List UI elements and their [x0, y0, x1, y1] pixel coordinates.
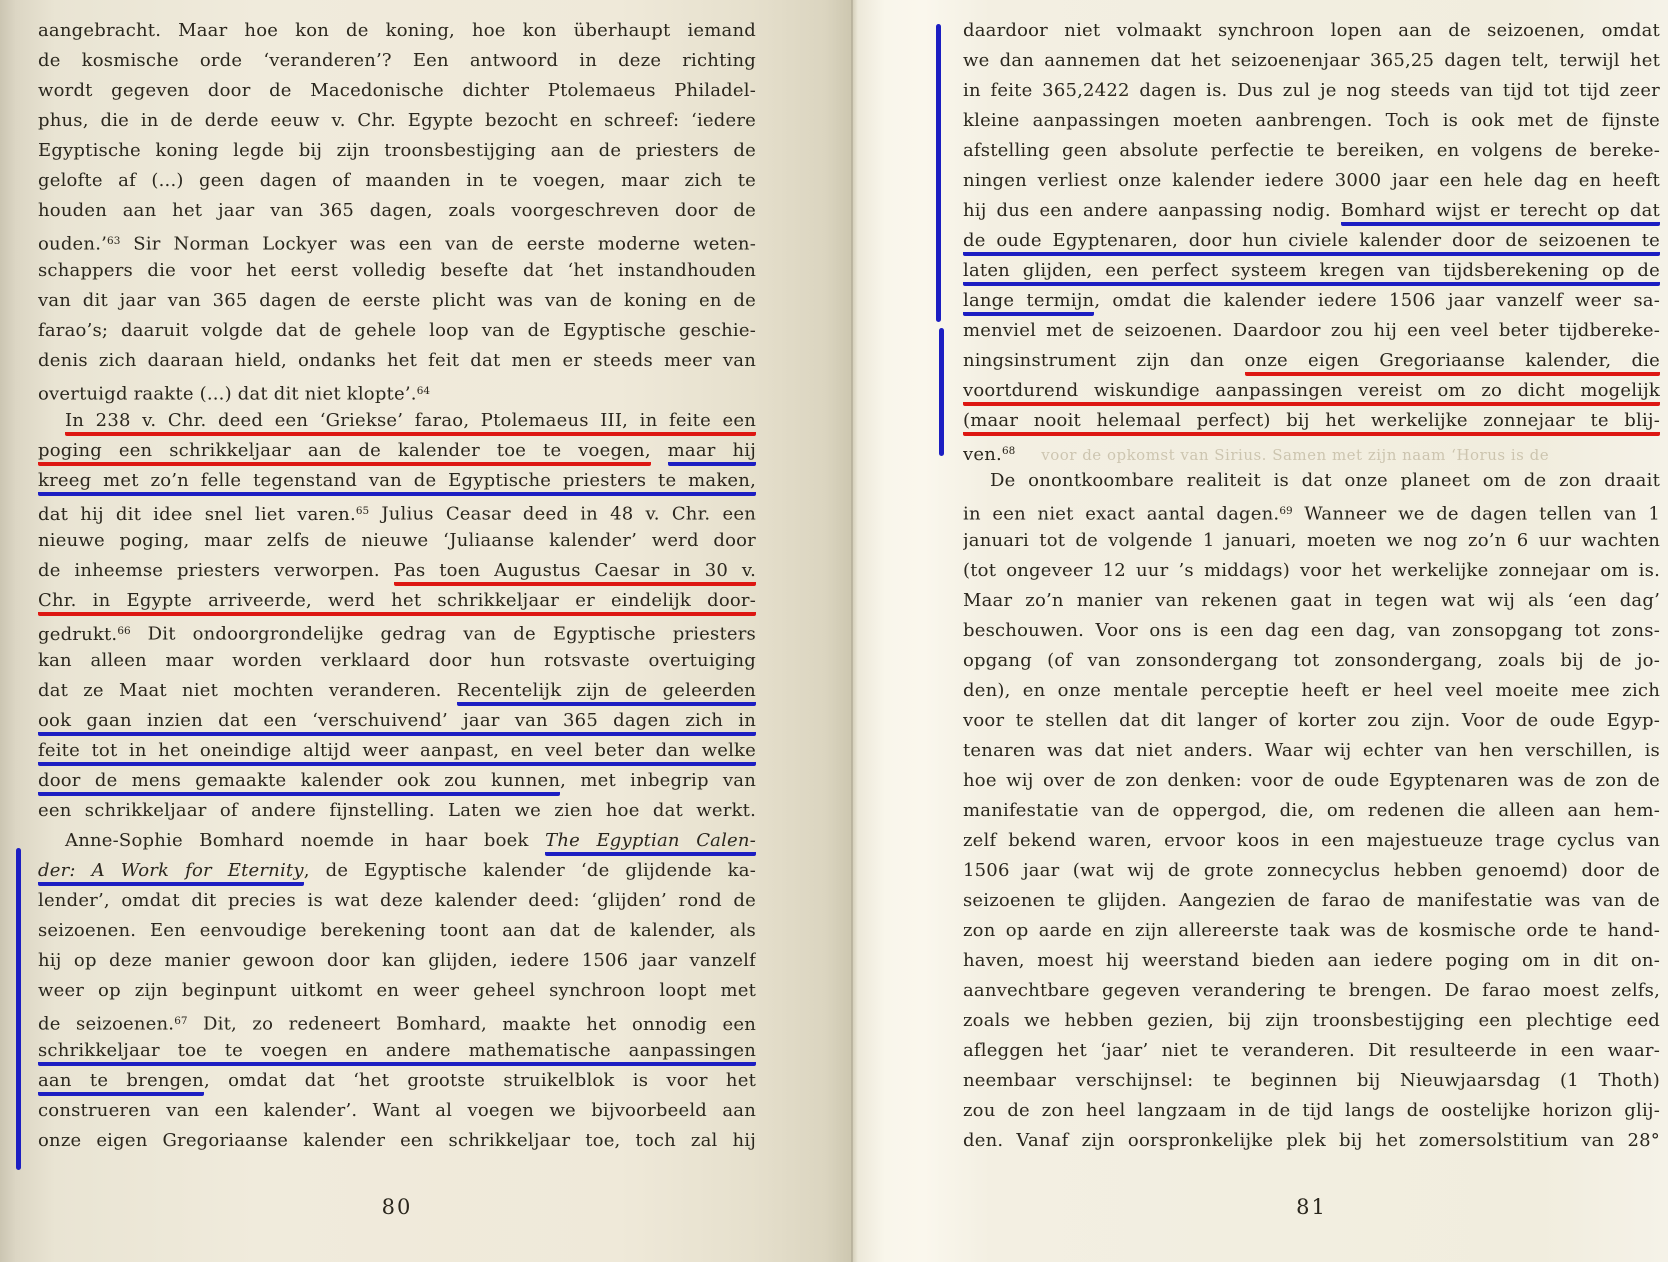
- text-line: [38, 106, 756, 136]
- text-column-right: [963, 16, 1660, 1156]
- text-line: [963, 736, 1660, 766]
- text-line: [963, 286, 1660, 316]
- text-line: [38, 286, 756, 316]
- text-segment: in feite 365,2422 dagen is. Dus zul je nog steeds van tijd tot tijd zeer: [963, 80, 1660, 101]
- blue-pen-margin-line: [936, 24, 941, 322]
- text-line: [963, 856, 1660, 886]
- footnote-marker: 66: [117, 625, 131, 637]
- text-line: [38, 496, 756, 526]
- text-segment: phus, die in de derde eeuw v. Chr. Egypte bezocht en schreef: ‘iedere: [38, 110, 756, 131]
- text-line: [963, 1066, 1660, 1096]
- text-segment: Dit ondoorgrondelijke gedrag van de Egyptische priesters: [130, 623, 756, 645]
- blue-pen-underlined-text: Bomhard wijst er terecht op dat: [1341, 200, 1660, 226]
- text-line: [38, 736, 756, 766]
- blue-pen-underlined-text: feite tot in het oneindige altijd weer aanpast, en veel beter dan welke: [38, 740, 756, 766]
- blue-pen-underlined-text: lange termijn: [963, 290, 1094, 316]
- text-segment: Maar zo’n manier van rekenen gaat in tegen wat wij als ‘een dag’: [963, 590, 1660, 611]
- text-segment: [651, 440, 668, 461]
- blue-pen-underlined-text: The Egyptian Calen-: [545, 830, 756, 856]
- text-line: [38, 616, 756, 646]
- text-segment: januari tot de volgende 1 januari, moeten we nog zo’n 6 uur wachten: [963, 530, 1660, 551]
- text-line: [38, 166, 756, 196]
- text-segment: De onontkoombare realiteit is dat onze planeet om de zon draait: [990, 470, 1660, 491]
- blue-pen-margin-line: [939, 328, 944, 456]
- text-segment: Wanneer we de dagen tellen van 1: [1292, 503, 1660, 525]
- text-segment: kleine aanpassingen moeten aanbrengen. Toch is ook met de fijnste: [963, 110, 1660, 131]
- text-line: [963, 826, 1660, 856]
- text-segment: Dit, zo redeneert Bomhard,: [187, 1013, 503, 1035]
- text-segment: de kosmische orde ‘veranderen’? Een antwoord in deze richting: [38, 50, 756, 71]
- text-line: [38, 76, 756, 106]
- text-line: [38, 556, 756, 586]
- text-line: [963, 256, 1660, 286]
- blue-pen-underlined-text: Recentelijk zijn de geleerden: [457, 680, 756, 706]
- text-segment: ningen verliest onze kalender iedere 3000 jaar een hele dag en heeft: [963, 170, 1660, 191]
- blue-pen-underlined-text: der: A Work for Eternity: [38, 860, 304, 886]
- red-pen-underlined-text: In 238 v. Chr. deed een ‘Griekse’ farao, Ptolemaeus III, in feite een: [65, 410, 756, 436]
- text-line: [38, 676, 756, 706]
- text-line: [963, 796, 1660, 826]
- text-line: [963, 46, 1660, 76]
- text-line: [963, 706, 1660, 736]
- text-line: [963, 196, 1660, 226]
- text-segment: wordt gegeven door de Macedonische dichter Ptolemaeus Philadel-: [38, 80, 756, 101]
- text-segment: een schrikkeljaar of andere fijnstelling. Laten we zien hoe dat werkt.: [38, 800, 756, 821]
- text-segment: de inheemse priesters verworpen.: [38, 560, 394, 581]
- text-segment: denis zich daaraan hield, ondanks het feit dat men er steeds meer van: [38, 350, 756, 371]
- text-line: [38, 916, 756, 946]
- text-line: [963, 676, 1660, 706]
- red-pen-underlined-text: Chr. in Egypte arriveerde, werd het schrikkeljaar er eindelijk door-: [38, 590, 756, 616]
- page-number: 81: [1296, 1195, 1327, 1219]
- text-line: [963, 436, 1660, 466]
- text-line: [963, 16, 1660, 46]
- text-segment: nieuwe poging, maar zelfs de nieuwe ‘Juliaanse kalender’ werd door: [38, 530, 756, 551]
- text-line: [38, 946, 756, 976]
- red-pen-underlined-text: onze eigen Gregoriaanse kalender, die: [1245, 350, 1661, 376]
- text-line: [38, 346, 756, 376]
- text-line: [963, 406, 1660, 436]
- text-line: [963, 1096, 1660, 1126]
- text-segment: de seizoenen.: [38, 1013, 175, 1035]
- text-segment: farao’s; daaruit volgde dat de gehele loop van de Egyptische geschie-: [38, 320, 756, 341]
- text-segment: den), en onze mentale perceptie heeft er heel veel moeite mee zich: [963, 680, 1660, 701]
- text-line: [963, 946, 1660, 976]
- text-segment: seizoenen. Een eenvoudige berekening toont aan dat de kalender, als: [38, 920, 756, 941]
- text-line: [38, 976, 756, 1006]
- text-line: [963, 226, 1660, 256]
- text-segment: daardoor niet volmaakt synchroon lopen aan de seizoenen, omdat: [963, 20, 1660, 41]
- text-line: [963, 106, 1660, 136]
- text-segment: 1506 jaar (wat wij de grote zonnecyclus hebben genoemd) door de: [963, 860, 1660, 881]
- text-segment: opgang (of van zonsondergang tot zonsondergang, zoals bij de jo-: [963, 650, 1660, 671]
- text-segment: dat ze Maat niet mochten veranderen.: [38, 680, 457, 701]
- text-line: [963, 586, 1660, 616]
- blue-pen-underlined-text: kreeg met zo’n felle tegenstand van de Egyptische priesters te maken,: [38, 470, 756, 496]
- text-segment: zoals we hebben gezien, bij zijn troonsbestijging een plechtige eed: [963, 1010, 1660, 1031]
- book-page-left: [38, 16, 756, 1156]
- text-line: [963, 556, 1660, 586]
- text-segment: ningsinstrument zijn dan: [963, 350, 1245, 371]
- red-pen-underlined-text: (maar nooit helemaal perfect) bij het werkelijke zonnejaar te blij-: [963, 410, 1660, 436]
- text-line: [963, 136, 1660, 166]
- text-segment: van dit jaar van 365 dagen de eerste plicht was van de koning en de: [38, 290, 756, 311]
- text-line: [963, 976, 1660, 1006]
- text-line: [38, 796, 756, 826]
- footnote-marker: 65: [355, 505, 370, 517]
- text-segment: we dan aannemen dat het seizoenenjaar 365,25 dagen telt, terwijl het: [963, 50, 1660, 71]
- text-line: [963, 1006, 1660, 1036]
- red-pen-underlined-text: poging een schrikkeljaar aan de kalender toe te voegen,: [38, 440, 651, 466]
- text-line: [38, 376, 756, 406]
- blue-pen-underlined-text: de oude Egyptenaren, door hun civiele kalender door de seizoenen te: [963, 230, 1660, 256]
- text-segment: kan alleen maar worden verklaard door hun rotsvaste overtuiging: [38, 650, 756, 671]
- text-line: [963, 346, 1660, 376]
- text-segment: manifestatie van de oppergod, die, om redenen die alleen aan hem-: [963, 800, 1660, 821]
- text-line: [963, 466, 1660, 496]
- text-segment: Anne-Sophie Bomhard noemde in haar boek: [65, 830, 546, 851]
- text-segment: voor te stellen dat dit langer of korter zou zijn. Voor de oude Egyp-: [963, 710, 1660, 731]
- text-segment: , de Egyptische kalender ‘de glijdende ka-: [303, 860, 756, 881]
- blue-pen-underlined-text: laten glijden, een perfect systeem kregen van tijdsberekening op de: [963, 260, 1660, 286]
- text-line: [963, 496, 1660, 526]
- text-line: [38, 886, 756, 916]
- text-segment: lender’, omdat dit precies is wat deze kalender deed: ‘glijden’ rond de: [38, 890, 756, 911]
- text-line: [38, 586, 756, 616]
- footnote-marker: 63: [107, 235, 121, 247]
- footnote-marker: 68: [1001, 445, 1016, 457]
- text-segment: (tot ongeveer 12 uur ’s middags) voor het werkelijke zonnejaar om is.: [963, 560, 1660, 581]
- text-column-left: [38, 16, 756, 1156]
- text-line: [38, 16, 756, 46]
- text-segment: afleggen het ‘jaar’ niet te veranderen. Dit resulteerde in een waar-: [963, 1040, 1660, 1061]
- blue-pen-underlined-text: door de mens gemaakte kalender ook zou kunnen: [38, 770, 560, 796]
- text-segment: zou de zon heel langzaam in de tijd langs de oostelijke horizon glij-: [963, 1100, 1660, 1121]
- text-line: [963, 616, 1660, 646]
- footnote-marker: 67: [174, 1015, 188, 1027]
- footnote-marker: 69: [1279, 505, 1293, 517]
- text-segment: zon op aarde en zijn allereerste taak was de kosmische orde te hand-: [963, 920, 1660, 941]
- text-line: [38, 1006, 756, 1036]
- text-segment: den. Vanaf zijn oorspronkelijke plek bij het zomersolstitium van 28°: [963, 1130, 1660, 1151]
- text-segment: seizoenen te glijden. Aangezien de farao de manifestatie was van de: [963, 890, 1660, 911]
- text-segment: weer op zijn beginpunt uitkomt en weer geheel synchroon loopt met: [38, 980, 756, 1001]
- text-line: [963, 646, 1660, 676]
- text-line: [963, 76, 1660, 106]
- text-line: [963, 376, 1660, 406]
- text-line: [38, 1036, 756, 1066]
- text-line: [38, 46, 756, 76]
- red-pen-underlined-text: Pas toen Augustus Caesar in 30 v.: [394, 560, 756, 586]
- text-line: [963, 886, 1660, 916]
- text-line: [38, 226, 756, 256]
- text-segment: ouden.’: [38, 233, 108, 255]
- text-line: [963, 916, 1660, 946]
- blue-pen-underlined-text: maakte het onnodig een: [502, 1014, 756, 1036]
- red-pen-underlined-text: ven.: [963, 444, 1002, 466]
- text-segment: tenaren was dat niet anders. Waar wij echter van hen verschillen, is: [963, 740, 1660, 761]
- text-line: [38, 136, 756, 166]
- text-line: [963, 1036, 1660, 1066]
- text-segment: Egyptische koning legde bij zijn troonsbestijging aan de priesters de: [38, 140, 756, 161]
- text-segment: overtuigd raakte (...) dat dit niet klopte’.: [38, 383, 417, 405]
- text-segment: onze eigen Gregoriaanse kalender een schrikkeljaar toe, toch zal hij: [38, 1130, 756, 1151]
- text-segment: hij op deze manier gewoon door kan glijden, iedere 1506 jaar vanzelf: [38, 950, 756, 971]
- blue-pen-underlined-text: ook gaan inzien dat een ‘verschuivend’ jaar van 365 dagen zich in: [38, 710, 756, 736]
- red-pen-underlined-text: voortdurend wiskundige aanpassingen vereist om zo dicht mogelijk: [963, 380, 1660, 406]
- blue-pen-underlined-text: dat hij dit idee snel liet varen.: [38, 504, 356, 526]
- text-segment: houden aan het jaar van 365 dagen, zoals voorgeschreven door de: [38, 200, 756, 221]
- text-segment: hoe wij over de zon denken: voor de oude Egyptenaren was de zon de: [963, 770, 1660, 791]
- red-pen-underlined-text: gedrukt.: [38, 624, 117, 646]
- text-line: [963, 766, 1660, 796]
- text-segment: , met inbegrip van: [560, 770, 756, 791]
- text-line: [38, 706, 756, 736]
- page-number: 80: [381, 1195, 413, 1219]
- text-line: [38, 256, 756, 286]
- text-segment: gelofte af (...) geen dagen of maanden in te voegen, maar zich te: [38, 170, 756, 191]
- text-line: [963, 526, 1660, 556]
- footnote-marker: 64: [416, 385, 430, 397]
- text-segment: menviel met de seizoenen. Daardoor zou hij een veel beter tijdbereke-: [963, 320, 1660, 341]
- text-line: [963, 1126, 1660, 1156]
- text-segment: aanvechtbare gegeven verandering te brengen. De farao moest zelfs,: [963, 980, 1660, 1001]
- text-line: [38, 1096, 756, 1126]
- bleed-through-ghost-text: voor de opkomst van Sirius. Samen met zijn naam ‘Horus is de: [1041, 445, 1550, 464]
- text-segment: Julius Ceasar deed in 48 v. Chr. een: [369, 503, 756, 525]
- text-segment: beschouwen. Voor ons is een dag een dag, van zonsopgang tot zons-: [963, 620, 1660, 641]
- text-segment: hij dus een andere aanpassing nodig.: [963, 200, 1341, 221]
- text-segment: zelf bekend waren, ervoor koos in een majestueuze trage cyclus van: [963, 830, 1660, 851]
- text-segment: , omdat die kalender iedere 1506 jaar vanzelf weer sa-: [1094, 290, 1660, 311]
- text-line: [38, 1066, 756, 1096]
- blue-pen-underlined-text: schrikkeljaar toe te voegen en andere mathematische aanpassingen: [38, 1040, 756, 1066]
- blue-pen-underlined-text: aan te brengen: [38, 1070, 204, 1096]
- text-segment: neembaar verschijnsel: te beginnen bij Nieuwjaarsdag (1 Thoth): [963, 1070, 1660, 1091]
- text-line: [38, 826, 756, 856]
- text-segment: schappers die voor het eerst volledig besefte dat ‘het instandhouden: [38, 260, 756, 281]
- text-segment: construeren van een kalender’. Want al voegen we bijvoorbeeld aan: [38, 1100, 756, 1121]
- text-line: [963, 166, 1660, 196]
- blue-pen-margin-line: [16, 848, 21, 1170]
- text-segment: , omdat dat ‘het grootste struikelblok is voor het: [203, 1070, 756, 1091]
- text-line: [38, 196, 756, 226]
- book-gutter-crease: [851, 0, 853, 1262]
- text-segment: Sir Norman Lockyer was een van de eerste moderne weten-: [120, 233, 756, 255]
- book-page-right: [963, 16, 1660, 1156]
- text-segment: in een niet exact aantal dagen.: [963, 503, 1280, 525]
- text-line: [38, 316, 756, 346]
- text-line: [38, 1126, 756, 1156]
- blue-pen-underlined-text: maar hij: [668, 440, 756, 466]
- text-segment: afstelling geen absolute perfectie te bereiken, en volgens de bereke-: [963, 140, 1660, 161]
- text-line: [963, 316, 1660, 346]
- text-line: [38, 646, 756, 676]
- text-line: [38, 526, 756, 556]
- text-segment: haven, moest hij weerstand bieden aan iedere poging om in dit on-: [963, 950, 1660, 971]
- text-line: [38, 466, 756, 496]
- text-line: [38, 766, 756, 796]
- text-line: [38, 406, 756, 436]
- text-segment: aangebracht. Maar hoe kon de koning, hoe kon überhaupt iemand: [38, 20, 756, 41]
- text-line: [38, 856, 756, 886]
- text-line: [38, 436, 756, 466]
